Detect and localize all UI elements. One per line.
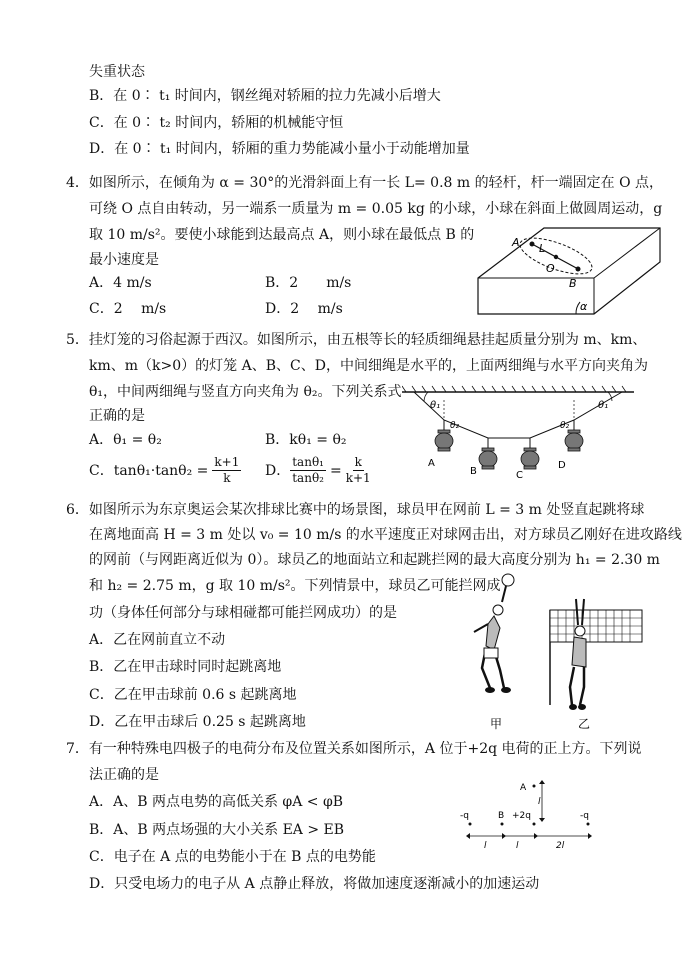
fig5-theta2-left: θ₂ — [450, 421, 460, 431]
q3-option-b: B．在 0∶ t₁ 时间内，钢丝绳对轿厢的拉力先减小后增大 — [89, 88, 441, 104]
q5-option-d-label: D． — [265, 462, 291, 479]
q4-line-4: 最小速度是 — [89, 252, 159, 268]
q5-option-c-den: k — [223, 471, 231, 485]
q5-option-b: B．kθ₁ = θ₂ — [265, 432, 347, 448]
q6-line-2: 在离地面高 H = 3 m 处以 v₀ = 10 m/s 的水平速度正对球网击出，对方球员乙刚好在进攻路线 — [89, 527, 682, 543]
q6-line-4: 和 h₂ = 2.75 m，g 取 10 m/s²。下列情景中，球员乙可能拦网成 — [89, 578, 501, 594]
player-jia-figure — [460, 570, 540, 730]
q6-line-1: 6．如图所示为东京奥运会某次排球比赛中的场景图，球员甲在网前 L = 3 m 处竖直起跳将球 — [66, 502, 645, 518]
q6-option-d: D．乙在甲击球后 0.25 s 起跳离地 — [89, 714, 306, 730]
q5-option-d-lden: tanθ₂ — [292, 471, 324, 485]
q4-option-c: C．2 m/s — [89, 301, 167, 317]
fig4-label-alpha: α — [580, 300, 588, 313]
fig7-label-l1: l — [484, 841, 487, 850]
fig5-label-b: B — [470, 466, 477, 477]
q4-option-b: B．2 m/s — [265, 275, 352, 291]
q5-option-d-den: k+1 — [345, 471, 371, 485]
quadrupole-figure — [458, 778, 618, 850]
fig4-label-l: L — [539, 242, 546, 255]
fig7-label-b: B — [498, 811, 505, 821]
q5-option-d-lfraction — [290, 455, 326, 486]
q4-line-2: 可绕 O 点自由转动，另一端系一质量为 m = 0.05 kg 的小球，小球在斜面上做圆周运动，g — [89, 201, 663, 217]
fig6-label-jia: 甲 — [490, 717, 503, 730]
q3-continuation: 失重状态 — [89, 64, 145, 80]
q7-option-c: C．电子在 A 点的电势能小于在 B 点的电势能 — [89, 849, 376, 865]
q7-option-b: B．A、B 两点场强的大小关系 EA > EB — [89, 822, 345, 838]
incline-rod-figure — [476, 226, 662, 318]
q5-line-1: 5．挂灯笼的习俗起源于西汉。如图所示，由五根等长的轻质细绳悬挂起质量分别为 m、km、 — [66, 332, 647, 348]
fig4-label-b: B — [569, 277, 577, 290]
q7-line-1: 7．有一种特殊电四极子的电荷分布及位置关系如图所示，A 位于+2q 电荷的正上方。下列说 — [66, 741, 642, 757]
q4-option-d: D．2 m/s — [265, 301, 343, 317]
q5-option-d-num: k — [354, 455, 362, 469]
fig5-label-a: A — [428, 458, 435, 469]
fig5-theta1-right: θ₁ — [598, 400, 609, 411]
fig7-label-neg-q2: -q — [580, 811, 589, 821]
q3-option-d: D．在 0∶ t₁ 时间内，轿厢的重力势能减小量小于动能增加量 — [89, 141, 470, 157]
fig7-label-2l: 2l — [556, 841, 565, 850]
q4-line-1: 4．如图所示，在倾角为 α = 30°的光滑斜面上有一长 L= 0.8 m 的轻杆，杆一端固定在 O 点， — [66, 175, 664, 191]
q7-option-a: A．A、B 两点电势的高低关系 φA < φB — [89, 794, 344, 810]
q5-option-c-lhs: C．tanθ₁·tanθ₂ = — [89, 462, 209, 479]
q5-option-d-rfraction — [346, 455, 371, 486]
fig7-label-l-vertical: l — [538, 797, 541, 807]
fig5-theta2-right: θ₂ — [560, 421, 570, 431]
q6-option-a: A．乙在网前直立不动 — [89, 632, 226, 648]
q6-line-3: 的网前（与网距离近似为 0）。球员乙的地面站立和起跳拦网的最大高度分别为 h₁ = 2.30 m — [89, 552, 660, 568]
q6-line-5: 功（身体任何部分与球相碰都可能拦网成功）的是 — [89, 605, 397, 621]
q5-line-2: km、m（k>0）的灯笼 A、B、C、D，中间细绳是水平的，上面两细绳与水平方向夹角为 — [89, 358, 648, 374]
q7-line-2: 法正确的是 — [89, 767, 159, 783]
q7-option-d: D．只受电场力的电子从 A 点静止释放，将做加速度逐渐减小的加速运动 — [89, 876, 540, 892]
q5-option-d — [265, 455, 371, 486]
q4-option-a: A．4 m/s — [89, 275, 152, 291]
player-yi-figure — [540, 595, 650, 730]
q5-line-3: θ₁，中间两细绳与竖直方向夹角为 θ₂。下列关系式 — [89, 384, 402, 400]
fig4-label-o: O — [546, 262, 555, 275]
q4-line-3: 取 10 m/s²。要使小球能到达最高点 A，则小球在最低点 B 的 — [89, 227, 475, 243]
lantern-figure — [402, 384, 634, 480]
q5-option-c-num: k+1 — [214, 455, 240, 469]
fig7-label-l2: l — [516, 841, 519, 850]
fig7-label-neg-q1: -q — [460, 811, 469, 821]
fig6-label-yi: 乙 — [578, 717, 591, 730]
fig5-label-d: D — [558, 460, 566, 471]
q5-option-d-lnum: tanθ₁ — [292, 455, 324, 469]
q5-line-4: 正确的是 — [89, 408, 145, 424]
fig5-theta1-left: θ₁ — [430, 400, 441, 411]
fig7-label-pos-2q: +2q — [512, 811, 531, 821]
q5-option-a: A．θ₁ = θ₂ — [89, 432, 162, 448]
q6-option-c: C．乙在甲击球前 0.6 s 起跳离地 — [89, 687, 297, 703]
fig4-label-a: A — [512, 236, 520, 249]
fig5-label-c: C — [516, 470, 523, 480]
q5-option-c-fraction — [212, 455, 241, 486]
q5-option-d-eq: = — [329, 462, 342, 479]
q6-option-b: B．乙在甲击球时同时起跳离地 — [89, 659, 282, 675]
fig7-label-a: A — [520, 783, 527, 793]
q5-option-c — [89, 455, 241, 486]
q3-option-c: C．在 0∶ t₂ 时间内，轿厢的机械能守恒 — [89, 115, 344, 131]
